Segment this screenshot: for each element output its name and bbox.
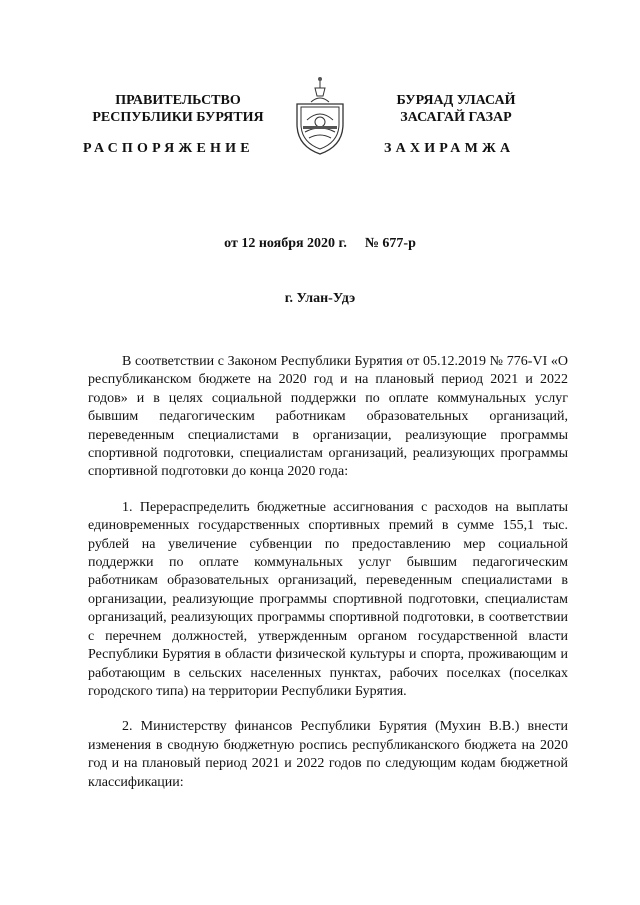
- header-left-line1: ПРАВИТЕЛЬСТВО: [115, 93, 241, 108]
- document-body: [88, 353, 568, 809]
- order-date: от 12 ноября 2020 г.: [224, 236, 347, 251]
- order-number: № 677-р: [364, 236, 416, 251]
- header-right-line1: БУРЯАД УЛАСАЙ: [396, 93, 516, 108]
- header-right-line2: ЗАСАГАЙ ГАЗАР: [400, 110, 512, 125]
- order-city: г. Улан-Удэ: [284, 291, 356, 306]
- doc-type-bur: ЗАХИРАМЖА: [384, 141, 515, 156]
- coat-of-arms-icon: [293, 74, 347, 156]
- header-government-bur: [346, 92, 566, 126]
- body-paragraph: В соответствии с Законом Республики Бурятия от 05.12.2019 № 776-VI «О республиканском бюджете на 2020 год и на плановый период 2021 и 2022 годов» и в целях социальной поддержки по оплате коммунальных услуг бывшим педагогическим работникам образовательных организаций, переведенным специалистами в организации, реализующие программы спортивной подготовки, специалистам организаций, реализующих программы спортивной подготовки до конца 2020 года:: [88, 354, 568, 480]
- header-government-ru: [68, 92, 288, 126]
- header-left-line2: РЕСПУБЛИКИ БУРЯТИЯ: [92, 110, 264, 125]
- order-date-number: [0, 236, 640, 252]
- doc-type-ru: РАСПОРЯЖЕНИЕ: [83, 141, 254, 156]
- body-paragraph: 1. Перераспределить бюджетные ассигнования с расходов на выплаты единовременных государственных спортивных премий в сумме 155,1 тыс. рублей на увеличение субвенции по предоставлению мер социальной поддержки по оплате коммунальных услуг бывшим педагогическим работникам образовательных организаций, переведенным специалистами в организации, реализующие программы спортивной подготовки, специалистам организаций, реализующих программы спортивной подготовки, в соответствии с перечнем должностей, утвержденным органом государственной власти Республики Бурятия в области физической культуры и спорта, проживающим и работающим в сельских населенных пунктах, рабочих поселках (поселках городского типа) на территории Республики Бурятия.: [88, 499, 568, 699]
- body-paragraph: 2. Министерству финансов Республики Бурятия (Мухин В.В.) внести изменения в сводную бюджетную роспись республиканского бюджета на 2020 год и на плановый период 2021 и 2022 годов по следующим кодам бюджетной классификации:: [88, 719, 568, 790]
